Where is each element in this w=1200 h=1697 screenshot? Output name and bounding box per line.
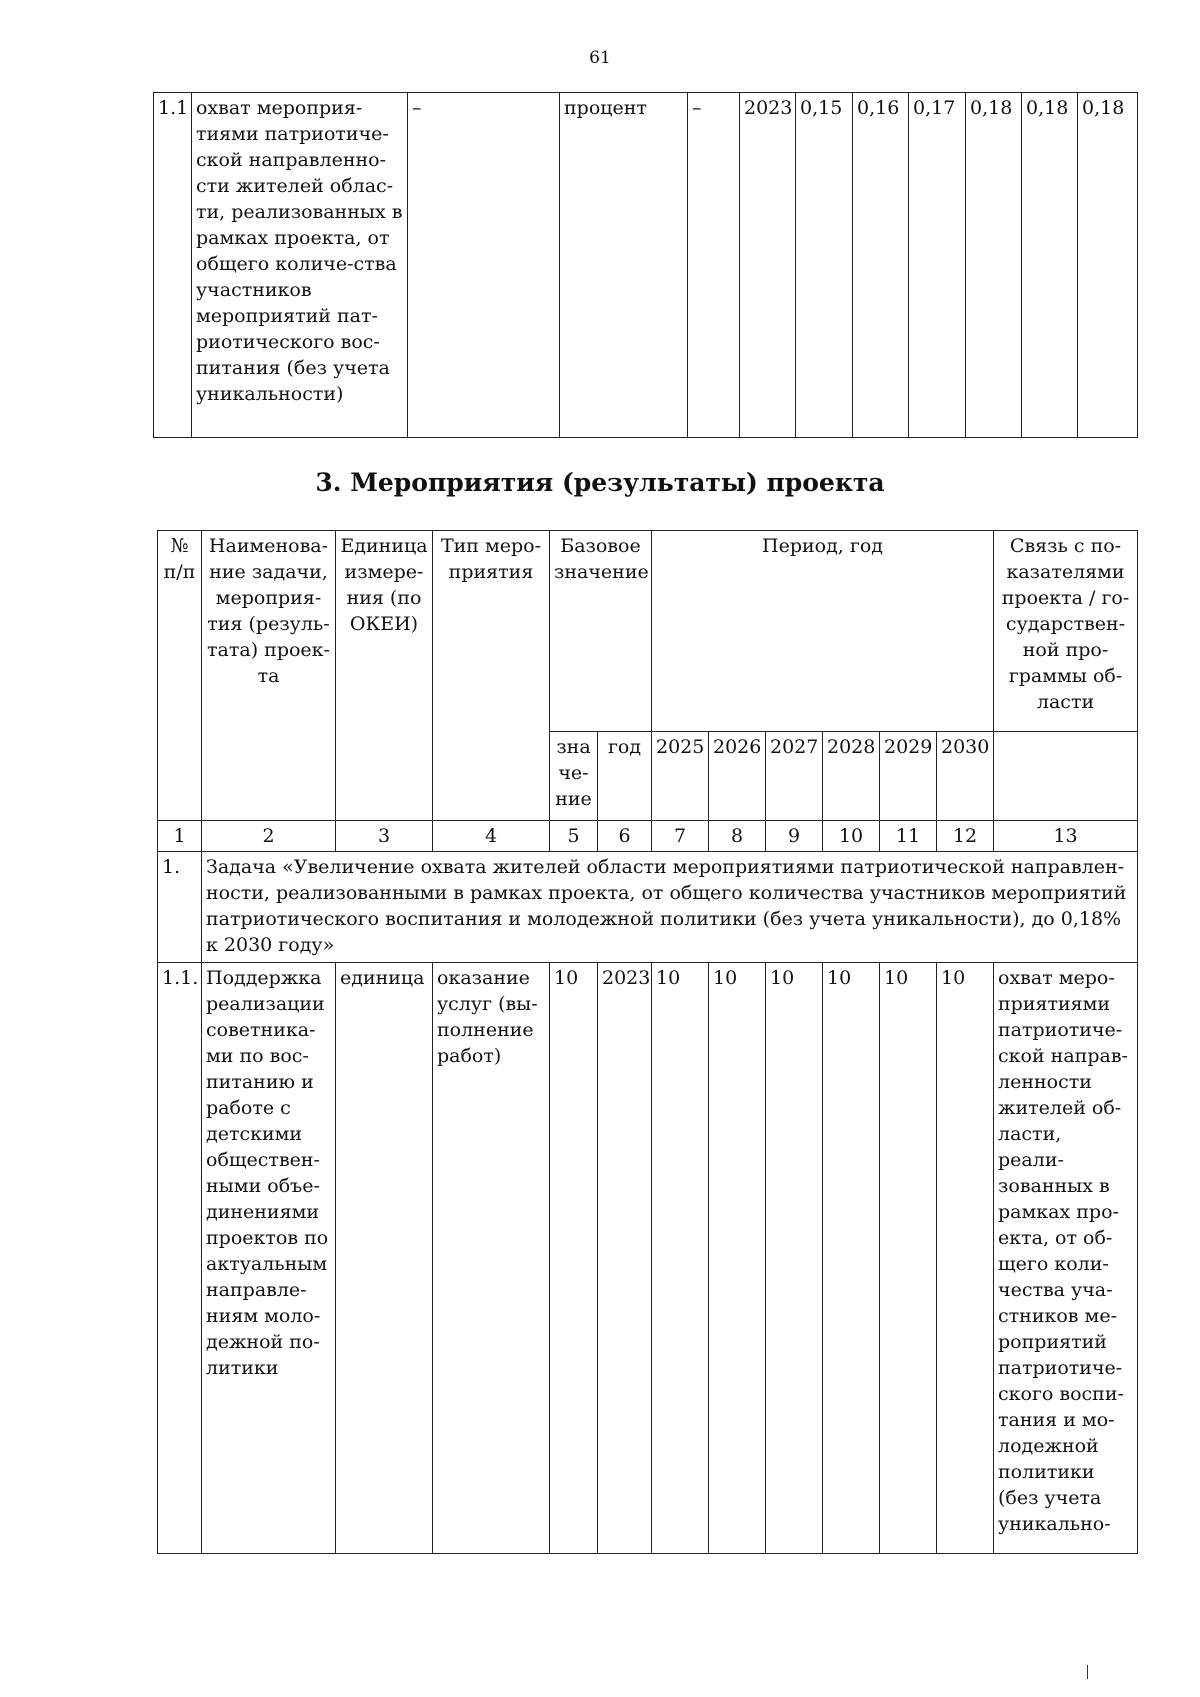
- activity-row: [158, 963, 1138, 1554]
- header-link-empty: [994, 732, 1138, 821]
- column-number: 4: [433, 821, 550, 852]
- column-number: 5: [550, 821, 598, 852]
- header-unit: Единица измере-ния (по ОКЕИ): [336, 531, 433, 821]
- column-number: 12: [937, 821, 994, 852]
- activity-value: 10: [766, 963, 823, 1554]
- header-year: 2025: [652, 732, 709, 821]
- column-number: 9: [766, 821, 823, 852]
- column-number: 10: [823, 821, 880, 852]
- activity-value: 10: [880, 963, 937, 1554]
- activity-number: 1.1.: [158, 963, 202, 1554]
- activity-base-year: 2023: [598, 963, 652, 1554]
- task-row: [158, 852, 1138, 963]
- column-number: 3: [336, 821, 433, 852]
- header-num: № п/п: [158, 531, 202, 821]
- header-year: 2026: [709, 732, 766, 821]
- task-text: Задача «Увеличение охвата жителей области мероприятиями патриотической направлен-ности, реализованными в рамках проекта, от общего количества участников мероприятий патриотического воспитания и молодежной политики (без учета уникальности), до 0,18% к 2030 году»: [202, 852, 1138, 963]
- header-type: Тип меро-приятия: [433, 531, 550, 821]
- indicator-col3: –: [408, 93, 560, 438]
- header-base: Базовое значение: [550, 531, 652, 732]
- column-number: 11: [880, 821, 937, 852]
- column-number: 8: [709, 821, 766, 852]
- column-number: 1: [158, 821, 202, 852]
- header-year: 2028: [823, 732, 880, 821]
- activity-value: 10: [937, 963, 994, 1554]
- activity-unit: единица: [336, 963, 433, 1554]
- header-row: [158, 531, 1138, 732]
- scan-mark: [1087, 1665, 1088, 1679]
- activities-table: [157, 530, 1138, 1554]
- header-base-value: зна че-ние: [550, 732, 598, 821]
- activity-base-value: 10: [550, 963, 598, 1554]
- activity-value: 10: [823, 963, 880, 1554]
- indicator-unit: процент: [560, 93, 688, 438]
- header-year: 2030: [937, 732, 994, 821]
- indicator-value: 0,18: [1078, 93, 1138, 438]
- column-number: 2: [202, 821, 336, 852]
- header-link: Связь с по-казателями проекта / го-сударствен-ной про-граммы об-ласти: [994, 531, 1138, 732]
- indicator-value: 0,18: [1022, 93, 1078, 438]
- activity-value: 10: [652, 963, 709, 1554]
- task-number: 1.: [158, 852, 202, 963]
- row-number: 1.1: [154, 93, 192, 438]
- activity-name: Поддержка реализации советника-ми по вос-питанию и работе с детскими обществен-ными объе-динениями проектов по актуальным направле-ниям моло-дежной по-литики: [202, 963, 336, 1554]
- page-number: 61: [589, 48, 611, 68]
- activity-link: охват меро-приятиями патриотиче-ской направ-ленности жителей об-ласти, реали-зованных в рамках про-екта, от об-щего коли-чества уча-стников ме-роприятий патриотиче-ского воспи-тания и мо-лодежной политики (без учета уникально-: [994, 963, 1138, 1554]
- column-number-row: [158, 821, 1138, 852]
- activity-type: оказание услуг (вы-полнение работ): [433, 963, 550, 1554]
- header-period: Период, год: [652, 531, 994, 732]
- indicator-value: 0,16: [853, 93, 909, 438]
- indicator-value: 0,15: [796, 93, 853, 438]
- indicator-value: 0,17: [909, 93, 966, 438]
- column-number: 7: [652, 821, 709, 852]
- indicator-row: [154, 93, 1138, 438]
- activity-value: 10: [709, 963, 766, 1554]
- indicator-year: 2023: [740, 93, 796, 438]
- header-year: 2029: [880, 732, 937, 821]
- indicator-col5: –: [688, 93, 740, 438]
- indicator-table: [153, 92, 1138, 438]
- section-title: 3. Мероприятия (результаты) проекта: [315, 468, 885, 497]
- column-number: 13: [994, 821, 1138, 852]
- indicator-value: 0,18: [966, 93, 1022, 438]
- column-number: 6: [598, 821, 652, 852]
- header-base-year: год: [598, 732, 652, 821]
- indicator-name: охват мероприя-тиями патриотиче-ской направленно-сти жителей облас-ти, реализованных в рамках проекта, от общего количе-ства участников мероприятий пат-риотического вос-питания (без учета уникальности): [192, 93, 408, 438]
- header-year: 2027: [766, 732, 823, 821]
- header-name: Наименова-ние задачи, мероприя-тия (резуль-тата) проек-та: [202, 531, 336, 821]
